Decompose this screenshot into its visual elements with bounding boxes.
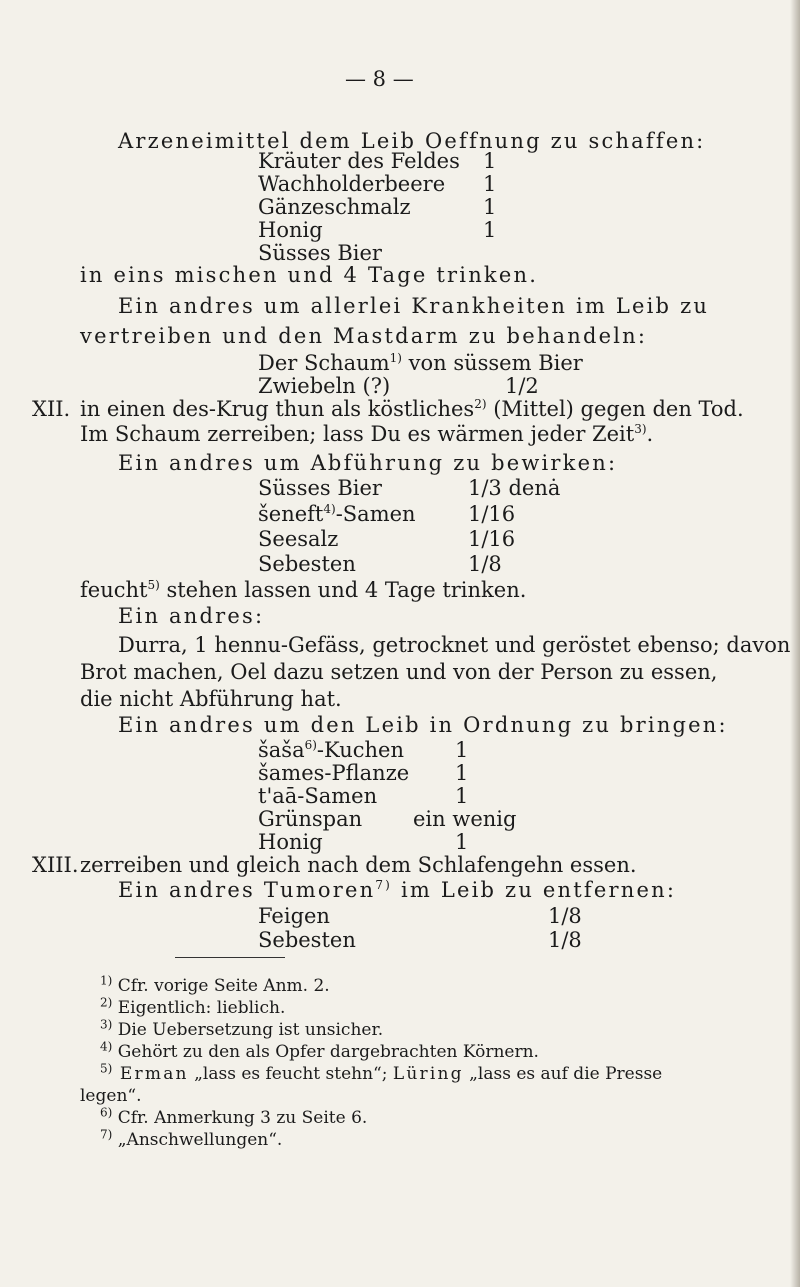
ingredient-amount: 1 [455,738,469,762]
footnote-ref: 5) [147,578,160,592]
section-number: XIII. [32,853,79,877]
ingredient-amount: 1/8 [548,904,582,928]
ingredient-line: šaša$^{6)}$-Kuchen [258,738,405,762]
ingredient-name: Sebesten [258,552,356,576]
ingredient-amount: 1 [483,149,497,173]
ingredient-name: Grünspan [258,807,363,831]
ingredient-line: Der Schaum$^{1)}$ von süssem Bier [258,351,583,375]
instruction-text: in einen des-Krug thun als köstliches$^{2)}$ (Mittel) gegen den Tod. [80,397,744,421]
footnote: $^{6)}$ Cfr. Anmerkung 3 zu Seite 6. [100,1105,368,1128]
ingredient-name: Wachholderbeere [258,172,446,196]
ingredient-name: Honig [258,830,323,854]
footnote: $^{3)}$ Die Uebersetzung ist unsicher. [100,1017,384,1040]
ingredient-amount: 1/16 [468,527,516,551]
page-number: — 8 — [345,67,414,91]
ingredient-name: t'aā-Samen [258,784,378,808]
ingredient-amount: 1/8 [468,552,502,576]
page-edge-shadow [790,0,800,1287]
footnote-ref: 2) [474,397,487,411]
instruction-text: Brot machen, Oel dazu setzen und von der Person zu essen, [80,660,718,684]
footnote-ref: 3) [634,422,647,436]
recipe-heading: Ein andres um den Leib in Ordnung zu bringen: [118,713,728,737]
ingredient-amount: 1 [483,218,497,242]
recipe-heading: Ein andres: [118,604,265,628]
ingredient-line: šeneft$^{4)}$-Samen [258,502,416,526]
footnote-ref: 7) [375,878,393,892]
footnote: $^{1)}$ Cfr. vorige Seite Anm. 2. [100,973,330,996]
footnote: $^{5)}$ Erman „lass es feucht stehn“; Lüring „lass es auf die Presse [100,1061,663,1084]
footnote-continued: legen“. [80,1086,142,1106]
ingredient-amount: 1/3 denȧ [468,476,561,500]
recipe-heading: Arzeneimittel dem Leib Oeffnung zu schaffen: [118,129,706,153]
ingredient-name: šames-Pflanze [258,761,410,785]
ingredient-name: Gänzeschmalz [258,195,411,219]
footnote-ref: 1) [389,351,402,365]
ingredient-amount: 1 [483,172,497,196]
footnote: $^{4)}$ Gehört zu den als Opfer dargebrachten Körnern. [100,1039,539,1062]
instruction-text: feucht$^{5)}$ stehen lassen und 4 Tage trinken. [80,578,527,602]
ingredient-name: Seesalz [258,527,339,551]
footnote: $^{2)}$ Eigentlich: lieblich. [100,995,286,1018]
ingredient-amount: 1/2 [505,374,539,398]
ingredient-amount: 1/16 [468,502,516,526]
recipe-heading: Ein andres um Abführung zu bewirken: [118,451,618,475]
recipe-heading: Ein andres um allerlei Krankheiten im Leib zu [118,294,710,318]
footnote-ref: 6) [304,738,317,752]
recipe-heading: Ein andres Tumoren$^{7)}$ im Leib zu entfernen: [118,878,677,902]
instruction-text: zerreiben und gleich nach dem Schlafengehn essen. [80,853,637,877]
section-number: XII. [32,397,71,421]
ingredient-name: Süsses Bier [258,476,382,500]
instruction-text: in eins mischen und 4 Tage trinken. [80,263,539,287]
ingredient-name: Kräuter des Feldes [258,149,460,173]
footnote: $^{7)}$ „Anschwellungen“. [100,1127,283,1150]
ingredient-amount: 1 [455,761,469,785]
ingredient-name: Zwiebeln (?) [258,374,391,398]
footnote-ref: 4) [323,502,336,516]
ingredient-amount: 1/8 [548,928,582,952]
ingredient-amount: 1 [455,830,469,854]
ingredient-amount: 1 [483,195,497,219]
ingredient-amount: ein wenig [413,807,517,831]
ingredient-amount: 1 [455,784,469,808]
instruction-text: die nicht Abführung hat. [80,687,342,711]
instruction-text: Durra, 1 hennu-Gefäss, getrocknet und geröstet ebenso; davon [118,633,791,657]
recipe-heading: vertreiben und den Mastdarm zu behandeln: [80,324,648,348]
ingredient-name: Sebesten [258,928,356,952]
instruction-text: Im Schaum zerreiben; lass Du es wärmen jeder Zeit$^{3)}$. [80,422,654,446]
ingredient-name: Honig [258,218,323,242]
ingredient-name: Süsses Bier [258,241,382,265]
footnote-divider [175,957,285,958]
ingredient-name: Feigen [258,904,330,928]
